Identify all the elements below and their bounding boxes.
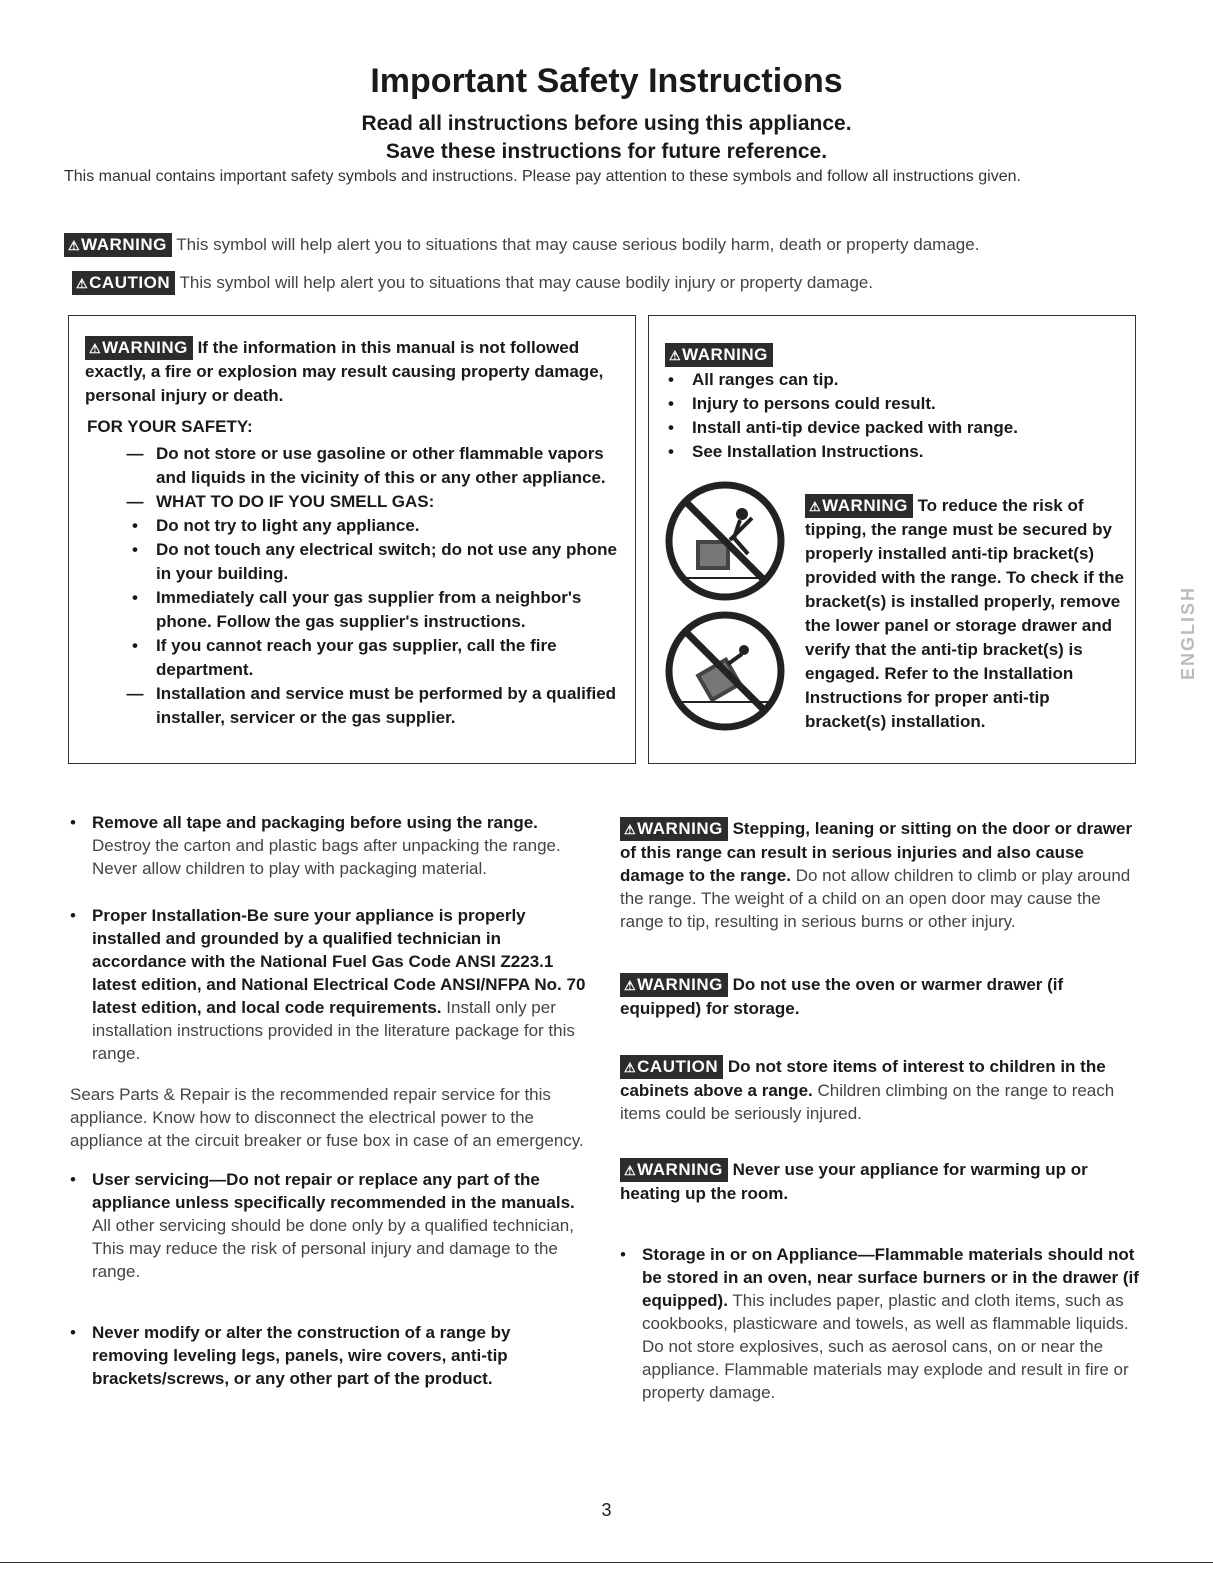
list-item: • Storage in or on Appliance—Flammable materials should not be stored in an oven, near surface burners or in the drawer (if equipped). This includes paper, plastic and cloth items, such as cookbooks, plasticware and towels, as well as flammable liquids. Do not store explosives, such as aerosol cans, on or near the appliance. Flammable materials may explode and result in fire or property damage. [620,1245,1139,1402]
list-item: • Do not try to light any appliance. [132,516,420,535]
alert-triangle-icon: ⚠ [669,348,682,363]
list-item: • All ranges can tip. [668,370,839,389]
repair-service-paragraph: Sears Parts & Repair is the recommended repair service for this appliance. Know how to disconnect the electrical power to the appliance at the circuit breaker or fuse box in case of an emergency. [70,1085,584,1150]
caution-symbol-text: This symbol will help alert you to situations that may cause bodily injury or property damage. [179,273,874,292]
left-column [70,811,590,1390]
list-item: • User servicing—Do not repair or replace any part of the appliance unless specifically recommended in the manuals. All other servicing should be done only by a qualified technician, This may reduce the risk of personal injury and damage to the range. [70,1170,575,1281]
for-your-safety-heading: FOR YOUR SAFETY: [87,417,253,436]
warning-symbol-text: This symbol will help alert you to situations that may cause serious bodily harm, death or property damage. [176,235,980,254]
alert-triangle-icon: ⚠ [624,978,637,993]
storage-warning: ⚠WARNING Do not use the oven or warmer drawer (if equipped) for storage. [620,975,1064,1018]
warning-badge: ⚠WARNING [64,233,172,257]
list-item: — WHAT TO DO IF YOU SMELL GAS: [126,492,435,511]
page-number: 3 [601,1500,612,1520]
list-item: — Do not store or use gasoline or other flammable vapors and liquids in the vicinity of this or any other appliance. [126,444,606,487]
intro-text: This manual contains important safety symbols and instructions. Please pay attention to these symbols and follow all instructions given. [64,168,1021,185]
language-side-tab: ENGLISH [1178,585,1198,680]
list-item: — Installation and service must be performed by a qualified installer, servicer or the gas supplier. [126,684,617,727]
list-item: • Immediately call your gas supplier from a neighbor's phone. Follow the gas supplier's instructions. [132,588,582,631]
right-column [620,817,1140,1404]
gas-warning-lead: ⚠WARNING If the information in this manual is not followed exactly, a fire or explosion may result causing property damage, personal injury or death. [85,338,604,405]
anti-tip-instructions: ⚠WARNING To reduce the risk of tipping, the range must be secured by properly installed anti-tip bracket(s) provided with the range. To check if the bracket(s) is installed properly, remove the lower panel or storage drawer and verify that the anti-tip bracket(s) is engaged. Refer to the Installation Instructions for proper anti-tip bracket(s) installation. [805,496,1124,731]
subtitle-save: Save these instructions for future reference. [385,140,828,163]
list-item: • Injury to persons could result. [668,394,936,413]
gas-safety-list [126,442,626,730]
warning-badge: ⚠WARNING [620,1158,728,1182]
caution-badge: ⚠CAUTION [72,271,175,295]
heating-warning: ⚠WARNING Never use your appliance for warming up or heating up the room. [620,1160,1088,1203]
alert-triangle-icon: ⚠ [76,276,89,291]
caution-badge: ⚠CAUTION [620,1055,723,1079]
list-item: • Install anti-tip device packed with range. [668,418,1018,437]
list-item: • Do not touch any electrical switch; do not use any phone in your building. [132,540,617,583]
anti-tip-bullets [668,368,1118,464]
warning-badge: ⚠WARNING [665,343,773,367]
door-warning: ⚠WARNING Stepping, leaning or sitting on the door or drawer of this range can result in serious injuries and also cause damage to the range. Do not allow children to climb or play around the range. The weight of a child on an open door may cause the range to tip, resulting in serious burns or other injury. [620,819,1133,931]
caution-symbol-row [72,271,1152,295]
alert-triangle-icon: ⚠ [809,499,822,514]
child-on-door-prohibited-icon [662,478,788,604]
alert-triangle-icon: ⚠ [89,341,102,356]
cabinet-caution: ⚠CAUTION Do not store items of interest to children in the cabinets above a range. Children climbing on the range to reach items could be seriously injured. [620,1057,1115,1123]
warning-badge: ⚠WARNING [805,494,913,518]
warning-symbol-row [64,233,1144,257]
range-tipping-prohibited-icon [662,608,788,734]
subtitle-read: Read all instructions before using this appliance. [361,112,852,135]
list-item: • Remove all tape and packaging before using the range. Destroy the carton and plastic bags after unpacking the range. Never allow children to play with packaging material. [70,813,561,878]
warning-badge: ⚠WARNING [85,336,193,360]
alert-triangle-icon: ⚠ [624,1163,637,1178]
alert-triangle-icon: ⚠ [624,822,637,837]
list-item: • Never modify or alter the construction of a range by removing leveling legs, panels, wire covers, anti-tip brackets/screws, or any other part of the product. [70,1323,511,1388]
page-title: Important Safety Instructions [370,62,843,100]
alert-triangle-icon: ⚠ [624,1060,637,1075]
alert-triangle-icon: ⚠ [68,238,81,253]
list-item: • Proper Installation-Be sure your appliance is properly installed and grounded by a qualified technician in accordance with the National Fuel Gas Code ANSI Z223.1 latest edition, and National Electrical Code ANSI/NFPA No. 70 latest edition, and local code requirements. Install only per installation instructions provided in the literature package for this range. [70,906,586,1063]
list-item: • If you cannot reach your gas supplier, call the fire department. [132,636,557,679]
bottom-divider [0,1562,1213,1563]
warning-badge: ⚠WARNING [620,973,728,997]
list-item: • See Installation Instructions. [668,442,924,461]
anti-tip-badge [665,343,773,367]
warning-badge: ⚠WARNING [620,817,728,841]
